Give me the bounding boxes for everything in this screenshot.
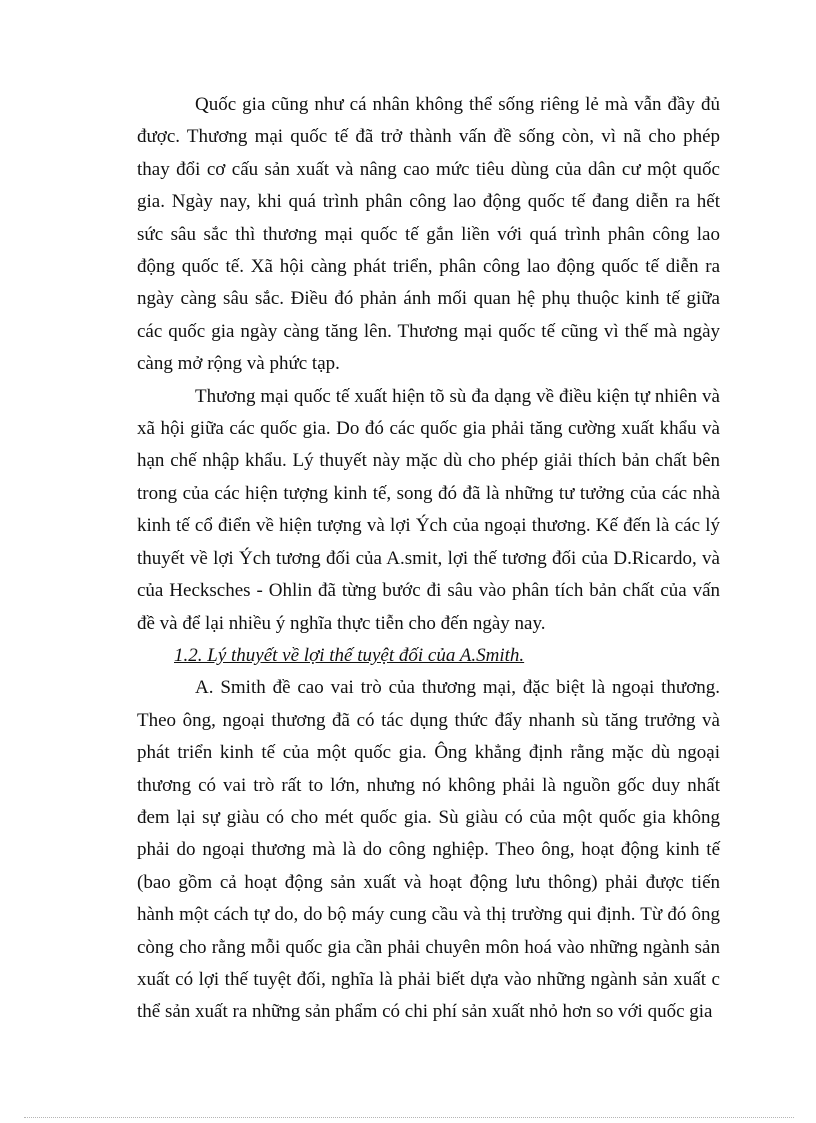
paragraph-1: Quốc gia cũng như cá nhân không thể sống riêng lẻ mà vẫn đầy đủ được. Thương mại quốc tế đã trở thành vấn đề sống còn, vì nã cho phép thay đổi cơ cấu sản xuất và nâng cao mức tiêu dùng của dân cư một quốc gia. Ngày nay, khi quá trình phân công lao động quốc tế đang diễn ra hết sức sâu sắc thì thương mại quốc tế gắn liền với quá trình phân công lao động quốc tế. Xã hội càng phát triển, phân công lao động quốc tế diễn ra ngày càng sâu sắc. Điều đó phản ánh mối quan hệ phụ thuộc kinh tế giữa các quốc gia ngày càng tăng lên. Thương mại quốc tế cũng vì thế mà ngày càng mở rộng và phức tạp. bbox=[137, 94, 720, 375]
page-bottom-divider bbox=[24, 1117, 794, 1118]
document-body bbox=[137, 89, 720, 1029]
section-heading: 1.2. Lý thuyết về lợi thế tuyệt đối của A.Smith. bbox=[174, 644, 525, 666]
paragraph-2: Thương mại quốc tế xuất hiện tõ sù đa dạng về điều kiện tự nhiên và xã hội giữa các quốc gia. Do đó các quốc gia phải tăng cường xuất khẩu và hạn chế nhập khẩu. Lý thuyết này mặc dù cho phép giải thích bản chất bên trong của các hiện tượng kinh tế, song đó đã là những tư tưởng của các nhà kinh tế cổ điển về hiện tượng và lợi Ých của ngoại thương. Kế đến là các lý thuyết về lợi Ých tương đối của A.smit, lợi thế tương đối của D.Ricardo, và của Hecksches - Ohlin đã từng bước đi sâu vào phân tích bản chất của vấn đề và để lại nhiều ý nghĩa thực tiễn cho đến ngày nay. bbox=[137, 385, 720, 634]
paragraph-3: A. Smith đề cao vai trò của thương mại, đặc biệt là ngoại thương. Theo ông, ngoại thương đã có tác dụng thức đẩy nhanh sù tăng trưởng và phát triển kinh tế của một quốc gia. Ông khẳng định rằng mặc dù ngoại thương có vai trò rất to lớn, nhưng nó không phải là nguồn gốc duy nhất đem lại sự giàu có cho mét quốc gia. Sù giàu có của một quốc gia không phải do ngoại thương mà là do công nghiệp. Theo ông, hoạt động kinh tế (bao gồm cả hoạt động sản xuất và hoạt động lưu thông) phải được tiến hành một cách tự do, do bộ máy cung cầu và thị trường qui định. Từ đó ông còng cho rằng mỗi quốc gia cần phải chuyên môn hoá vào những ngành sản xuất có lợi thế tuyệt đối, nghĩa là phải biết dựa vào những ngành sản xuất c thể sản xuất ra những sản phẩm có chi phí sản xuất nhỏ hơn so với quốc gia bbox=[137, 677, 720, 1023]
